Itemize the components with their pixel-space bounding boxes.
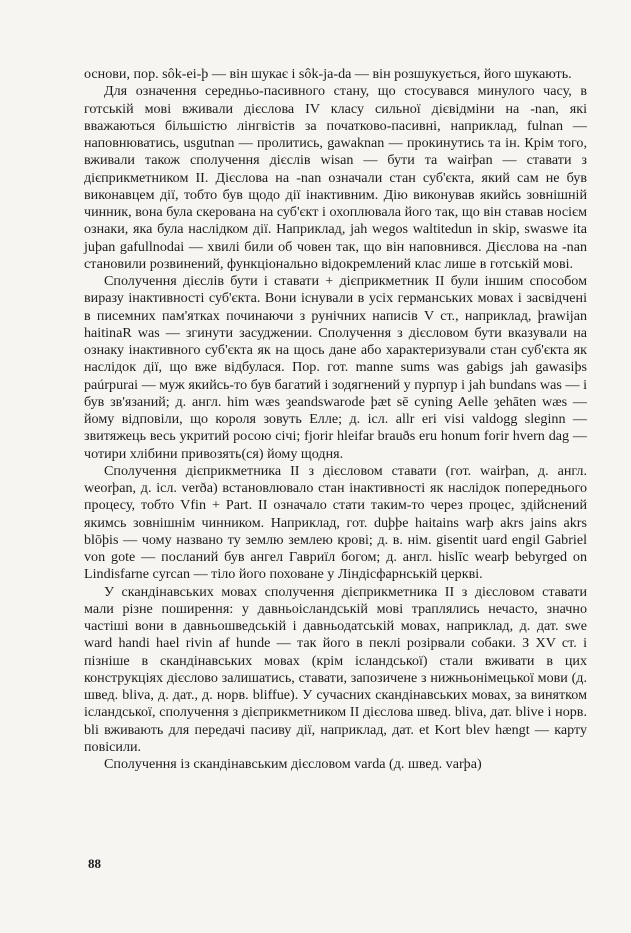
- page-number: 88: [88, 856, 101, 871]
- paragraph-varda: Сполучення із скандінавським дієсловом varda (д. швед. varþa): [104, 756, 482, 772]
- paragraph-verb-combinations: Сполучення дієслів бути і ставати + дієприкметник II були іншим способом виразу інактивності суб'єкта. Вони існували в усіх германських мовах і засвідчені в писемних пам'ятках починаючи з рунічних написів V ст., наприклад, þrawijan haitinaR was — згинути засуджении. Сполучення з дієсловом бути вказували на ознаку інактивного суб'єкта як на щось дане або характеризували стан суб'єкта як наслідок дії, що вже відбулася. Пор. гот. manne sums was gabigs jah gawasiþs paúrpurai — муж якийсь-то був багатий і зодягнений у пурпур і jah bundans was — і був зв'язаний; д. англ. him wæs ȝeandswarode þæt sē cyning Aelle ȝehāten wæs — йому відповіли, що короля зовуть Елле; д. ісл. allr eri visi valdogg sleginn — звитяжець весь укритий росою січі; fjorir hleifar brauðs eru honum forir hvern dag — чотири хлібини привозять(ся) йому щодня.: [84, 273, 587, 462]
- paragraph-scandinavian: У скандінавських мовах сполучення дієприкметника II з дієсловом ставати мали різне поширення: у давньоісландській мові траплялись нечасто, значно частіші вони в давньошведській і давньодатській мовах, наприклад, д. дат. swe ward handi hael rivin af hunde — так його в пеклі розірвали собаки. З XV ст. і пізніше в скандінавських мовах (крім ісландської) стали вживати в цих конструкціях дієслово залишатись, ставати, запозичене з нижньонімецької мови (д. швед. bliva, д. дат., д. норв. bliffue). У сучасних скандінавських мовах, за винятком ісландської, сполучення з дієприкметником II дієслова швед. bliva, дат. blive і норв. bli вживають для передачі пасиву дії, наприклад, дат. et Kort blev hængt — карту повісили.: [84, 583, 587, 755]
- page-text: [84, 66, 587, 773]
- paragraph-middle-passive: Для означення середньо-пасивного стану, що стосувався минулого часу, в готській мові вживали дієслова IV класу сильної дієвідміни на -nan, які вважаються більшістю лінгвістів за початково-пасивні, наприклад, fulnan — наповнюватись, usgutnan — пролитись, gawaknan — прокинутись та ін. Крім того, вживали також сполучення дієслів wisan — бути та wairþan — ставати з дієприкметником II. Дієслова на -nan означали стан суб'єкта, який сам не був виконавцем дії, тобто був щодо дії інактивним. Дію виконував якийсь зовнішній чинник, вона була скерована на суб'єкт і охоплювала його так, що він ставав носієм ознаки, яка була наслідком дії. Наприклад, jah wegos waltitedun in skip, swaswe ita juþan gafullnodai — хвилі били об човен так, що він наповнився. Дієслова на -nan становили розвинений, функціонально відокремлений клас лише в готській мові.: [84, 83, 587, 272]
- paragraph-participle-become: Сполучення дієприкметника II з дієсловом ставати (гот. wairþan, д. англ. weorþan, д. ісл. verða) встановлювало стан інактивності як наслідок попереднього процесу, тобто Vfin + Part. II означало стати таким-то через процес, здійснений якимсь зовнішнім чинником. Наприклад, гот. duþþe haitains warþ akrs jains akrs blōþis — чому названо ту землю землею крові; д. в. нім. gisentit uard engil Gabriel von gote — посланий був ангел Гавриїл богом; д. англ. hislīc wearþ bebyrged on Lindisfarne cyrcan — тіло його поховане у Ліндісфарнській церкві.: [84, 462, 587, 583]
- paragraph-continuation: основи, пор. sôk-ei-þ — він шукає і sôk-ja-da — він розшукується, його шукають.: [84, 66, 572, 82]
